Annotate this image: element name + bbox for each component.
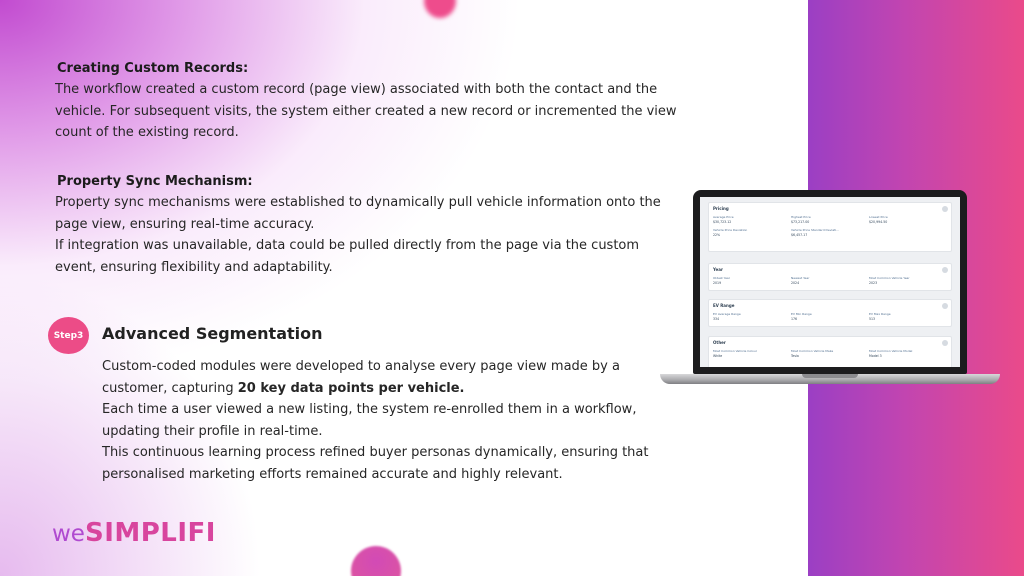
ev-range-card bbox=[708, 299, 952, 327]
text-line: If integration was unavailable, data could be pulled directly from the page via the custom bbox=[55, 238, 640, 254]
stat-cell bbox=[713, 215, 791, 224]
collapse-icon bbox=[942, 206, 948, 212]
stat-label: Newest Year bbox=[791, 276, 810, 280]
stat-cell bbox=[713, 228, 791, 237]
custom-records-heading: Creating Custom Records: bbox=[57, 61, 249, 76]
collapse-icon bbox=[942, 303, 948, 309]
stat-value: $30,723.12 bbox=[713, 220, 732, 224]
card-row bbox=[713, 312, 947, 321]
card-row bbox=[713, 349, 947, 358]
text-line bbox=[102, 378, 702, 400]
logo-prefix: we bbox=[52, 521, 85, 547]
stat-value: White bbox=[713, 354, 723, 358]
stat-cell bbox=[713, 312, 791, 321]
stat-cell bbox=[869, 215, 947, 224]
text-line: updating their profile in real-time. bbox=[102, 423, 323, 439]
card-title: Year bbox=[713, 267, 723, 272]
other-card bbox=[708, 336, 952, 367]
text-line: Each time a user viewed a new listing, the system re-enrolled them in a workflow, bbox=[102, 402, 637, 418]
year-card bbox=[708, 263, 952, 291]
stat-label: Lowest Price bbox=[869, 215, 888, 219]
stat-label: EV Min Range bbox=[791, 312, 812, 316]
stat-label: Vehicle Price Standard Deviati... bbox=[791, 228, 840, 232]
text-line: count of the existing record. bbox=[55, 125, 239, 141]
laptop-lid bbox=[693, 190, 967, 374]
stat-value: $20,994.50 bbox=[869, 220, 888, 224]
stat-cell bbox=[713, 349, 791, 358]
stat-cell bbox=[791, 312, 869, 321]
stat-value: 22% bbox=[713, 233, 721, 237]
stat-label: Highest Price bbox=[791, 215, 811, 219]
text-line: Property sync mechanisms were established to dynamically pull vehicle information onto the bbox=[55, 195, 661, 210]
collapse-icon bbox=[942, 267, 948, 273]
stat-label: Most Common Vehicle Colour bbox=[713, 349, 757, 353]
stat-value: 2023 bbox=[869, 281, 878, 285]
card-title: EV Range bbox=[713, 303, 735, 308]
stat-label: Vehicle Price Deviation bbox=[713, 228, 748, 232]
stat-value: 2019 bbox=[713, 281, 722, 285]
stat-value: Model 3 bbox=[869, 354, 882, 358]
text-line: page view, ensuring real-time accuracy. bbox=[55, 216, 315, 232]
card-title: Other bbox=[713, 340, 726, 345]
stat-label: Oldest Year bbox=[713, 276, 730, 280]
card-row bbox=[713, 276, 947, 285]
stat-value: Tesla bbox=[791, 354, 799, 358]
stat-cell bbox=[869, 276, 947, 285]
wesimplifi-logo bbox=[52, 517, 216, 550]
stat-cell bbox=[869, 349, 947, 358]
laptop-notch bbox=[802, 374, 858, 378]
card-row bbox=[713, 228, 947, 237]
text-line: vehicle. For subsequent visits, the system either created a new record or incremented the view bbox=[55, 103, 677, 119]
pricing-card bbox=[708, 202, 952, 252]
key-data-points-highlight: 20 key data points per vehicle. bbox=[237, 380, 465, 396]
stat-label: Average Price bbox=[713, 215, 734, 219]
stat-cell bbox=[869, 312, 947, 321]
stat-value: $6,457.17 bbox=[791, 233, 808, 237]
stat-cell bbox=[791, 215, 869, 224]
text-line: Custom-coded modules were developed to analyse every page view made by a bbox=[102, 359, 620, 374]
stat-cell bbox=[791, 349, 869, 358]
text-segment: customer, capturing bbox=[102, 380, 238, 396]
stat-label: Most Common Vehicle Make bbox=[791, 349, 834, 353]
laptop-mockup bbox=[660, 190, 1000, 386]
step-badge: Step3 bbox=[48, 317, 89, 354]
stat-label: Most Common Vehicle Year bbox=[869, 276, 910, 280]
card-title: Pricing bbox=[713, 206, 729, 211]
card-row bbox=[713, 215, 947, 224]
stat-value: 176 bbox=[791, 317, 798, 321]
text-line: event, ensuring flexibility and adaptability. bbox=[55, 259, 333, 275]
segmentation-title: Advanced Segmentation bbox=[102, 324, 323, 343]
stat-value: $73,217.00 bbox=[791, 220, 810, 224]
property-sync-heading: Property Sync Mechanism: bbox=[57, 174, 253, 189]
stat-cell bbox=[791, 228, 869, 237]
property-sync-text bbox=[55, 192, 715, 278]
stat-label: Most Common Vehicle Model bbox=[869, 349, 913, 353]
stat-value: 513 bbox=[869, 317, 876, 321]
text-line: personalised marketing efforts remained accurate and highly relevant. bbox=[102, 466, 563, 482]
stat-cell bbox=[791, 276, 869, 285]
collapse-icon bbox=[942, 340, 948, 346]
text-line: The workflow created a custom record (page view) associated with both the contact and the bbox=[55, 82, 658, 97]
stat-cell bbox=[713, 276, 791, 285]
custom-records-text bbox=[55, 79, 715, 144]
logo-brand: SIMPLIFI bbox=[84, 518, 216, 548]
text-line: This continuous learning process refined buyer personas dynamically, ensuring that bbox=[102, 445, 649, 461]
laptop-screen bbox=[700, 197, 960, 367]
stat-value: 2024 bbox=[791, 281, 800, 285]
stat-label: EV Average Range bbox=[713, 312, 741, 316]
stat-cell bbox=[869, 228, 947, 237]
stat-label: EV Max Range bbox=[869, 312, 891, 316]
stat-value: 334 bbox=[713, 317, 720, 321]
segmentation-text bbox=[102, 356, 702, 486]
